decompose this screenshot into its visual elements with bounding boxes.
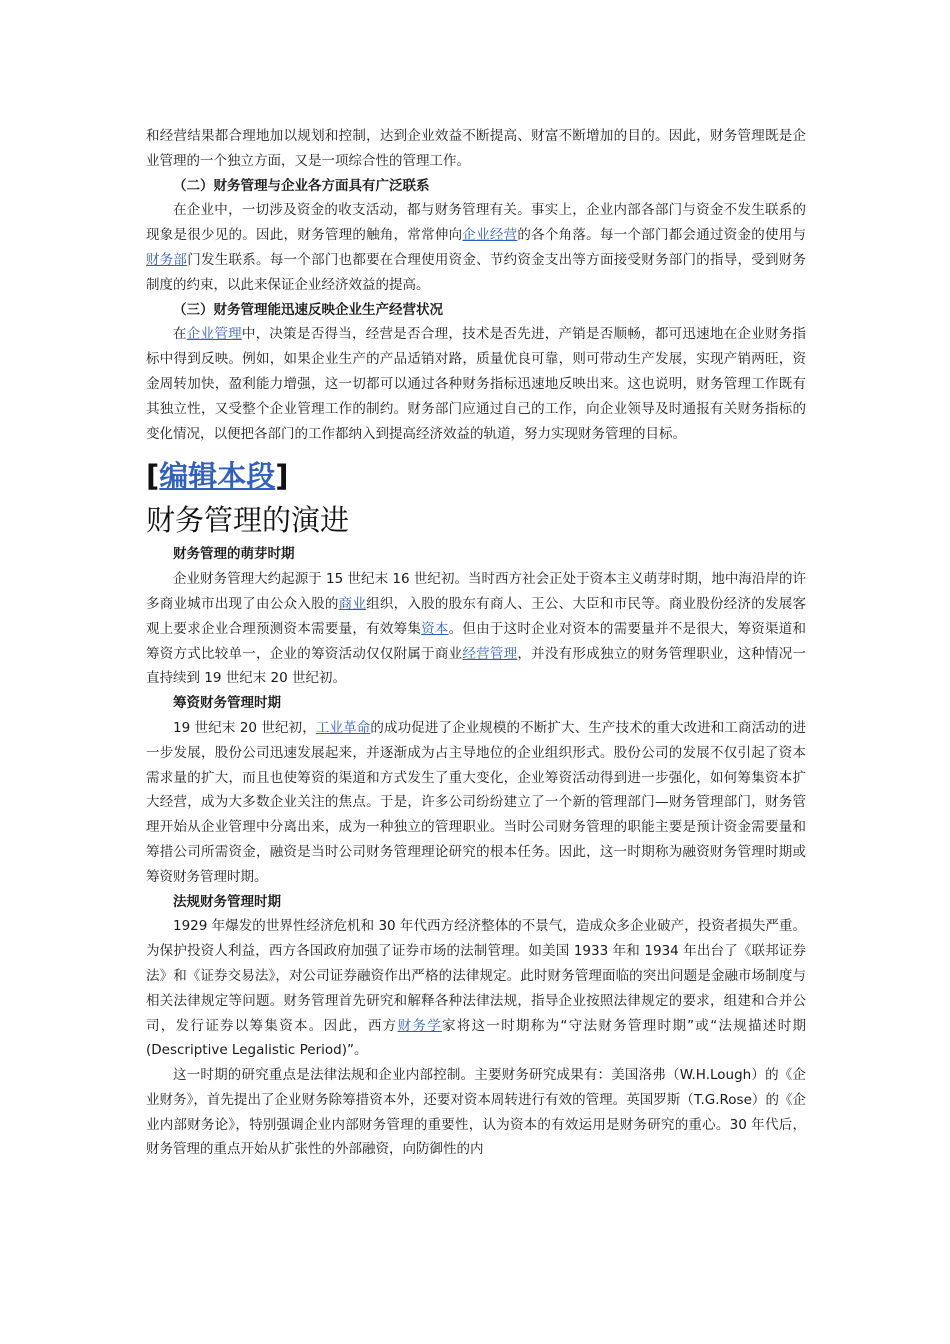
link-business-management[interactable]: 经营管理 [462, 645, 518, 662]
era-2-paragraph [146, 716, 806, 890]
text-run: 1929 年爆发的世界性经济危机和 30 年代西方经济整体的不景气，造成众多企业破产，投资者损失严重。为保护投资人利益，西方各国政府加强了证券市场的法制管理。如美国 1933 年和 1934 年出台了《联邦证券法》和《证券交易法》，对公司证券融资作出严格的法律规定。此时财务管理面临的突出问题是金融市场制度与相关法律规定等问题。财务管理首先研究和解释各种法律法规，指导企业按照法律规定的要求，组建和合并公司，发行证券以筹集资本。因此，西方 [146, 918, 806, 1034]
text-run: 的各个角落。每一个部门都会通过资金的使用与 [517, 227, 807, 244]
text-run: ，并没有形成独立的财务管理职业，这种情况一直持续到 19 世纪末 20 世纪初。 [146, 645, 807, 687]
text-run: 中，决策是否得当，经营是否合理，技术是否先进，产销是否顺畅，都可迅速地在企业财务指标中得到反映。例如，如果企业生产的产品适销对路，质量优良可靠，则可带动生产发展，实现产销两旺，资金周转加快，盈利能力增强，这一切都可以通过各种财务指标迅速地反映出来。这也说明，财务管理工作既有其独立性，又受整个企业管理工作的制约。财务部门应通过自己的工作，向企业领导及时通报有关财务指标的变化情况，以便把各部门的工作都纳入到提高经济效益的轨道，努力实现财务管理的目标。 [146, 326, 807, 442]
link-commerce[interactable]: 商业 [338, 595, 367, 612]
era-title-3: 法规财务管理时期 [173, 893, 281, 910]
link-industrial-revolution[interactable]: 工业革命 [315, 719, 371, 736]
section-3-paragraph [146, 322, 806, 446]
section-title-2: （二）财务管理与企业各方面具有广泛联系 [173, 177, 430, 194]
document-page [146, 124, 806, 1162]
link-finance-science[interactable]: 财务学 [397, 1017, 443, 1034]
era-1-paragraph [146, 567, 806, 691]
section-title-3: （三）财务管理能迅速反映企业生产经营状况 [173, 301, 443, 318]
text-run: 家将这一时期称为“守法财务管理时期”或“法规描述时期(Descriptive Legalistic Period)”。 [146, 1017, 807, 1059]
text-run: 在 [173, 326, 187, 343]
section-2-paragraph [146, 198, 806, 297]
era-3-paragraph [146, 914, 806, 1063]
link-enterprise-operation[interactable]: 企业经营 [462, 227, 518, 244]
edit-section-link [146, 456, 806, 496]
section-heading: 财务管理的演进 [146, 503, 350, 538]
text-run: 的成功促进了企业规模的不断扩大、生产技术的重大改进和工商活动的进一步发展，股份公司迅速发展起来，并逐渐成为占主导地位的企业组织形式。股份公司的发展不仅引起了资本需求量的扩大，而且也使筹资的渠道和方式发生了重大变化，企业筹资活动得到进一步强化，如何筹集资本扩大经营，成为大多数企业关注的焦点。于是，许多公司纷纷建立了一个新的管理部门—财务管理部门，财务管理开始从企业管理中分离出来，成为一种独立的管理职业。当时公司财务管理的职能主要是预计资金需要量和筹措公司所需资金，融资是当时公司财务管理理论研究的根本任务。因此，这一时期称为融资财务管理时期或筹资财务管理时期。 [146, 719, 807, 885]
era-3-paragraph-2: 这一时期的研究重点是法律法规和企业内部控制。主要财务研究成果有：美国洛弗（W.H.Lough）的《企业财务》，首先提出了企业财务除筹措资本外，还要对资本周转进行有效的管理。英国罗斯（T.G.Rose）的《企业内部财务论》，特别强调企业内部财务管理的重要性，认为资本的有效运用是财务研究的重心。30 年代后，财务管理的重点开始从扩张性的外部融资，向防御性的内 [146, 1067, 806, 1158]
edit-section-button[interactable]: 编辑本段 [159, 459, 276, 494]
text-run: 19 世纪末 20 世纪初， [173, 719, 316, 736]
text-run: 。但由于这时企业对资本的需要量并不是很大，筹资渠道和筹资方式比较单一，企业的筹资活动仅仅附属于商业 [146, 620, 807, 662]
text-run: 企业财务管理大约起源于 15 世纪末 16 世纪初。当时西方社会正处于资本主义萌芽时期，地中海沿岸的许多商业城市出现了由公众入股的 [146, 571, 806, 612]
link-finance-department[interactable]: 财务部 [146, 251, 188, 268]
paragraph-intro-continued: 和经营结果都合理地加以规划和控制，达到企业效益不断提高、财富不断增加的目的。因此，财务管理既是企业管理的一个独立方面，又是一项综合性的管理工作。 [146, 128, 806, 169]
link-capital[interactable]: 资本 [421, 620, 449, 637]
bracket-open: [ [146, 459, 160, 494]
era-title-1: 财务管理的萌芽时期 [173, 546, 295, 563]
text-run: 组织，入股的股东有商人、王公、大臣和市民等。商业股份经济的发展客观上要求企业合理预测资本需要量，有效筹集 [146, 595, 807, 637]
bracket-close: ] [275, 459, 289, 494]
text-run: 门发生联系。每一个部门也都要在合理使用资金、节约资金支出等方面接受财务部门的指导，受到财务制度的约束，以此来保证企业经济效益的提高。 [146, 251, 807, 293]
era-title-2: 筹资财务管理时期 [173, 695, 281, 712]
link-enterprise-management[interactable]: 企业管理 [186, 326, 242, 343]
text-run: 在企业中，一切涉及资金的收支活动，都与财务管理有关。事实上，企业内部各部门与资金不发生联系的现象是很少见的。因此，财务管理的触角，常常伸向 [146, 202, 806, 244]
